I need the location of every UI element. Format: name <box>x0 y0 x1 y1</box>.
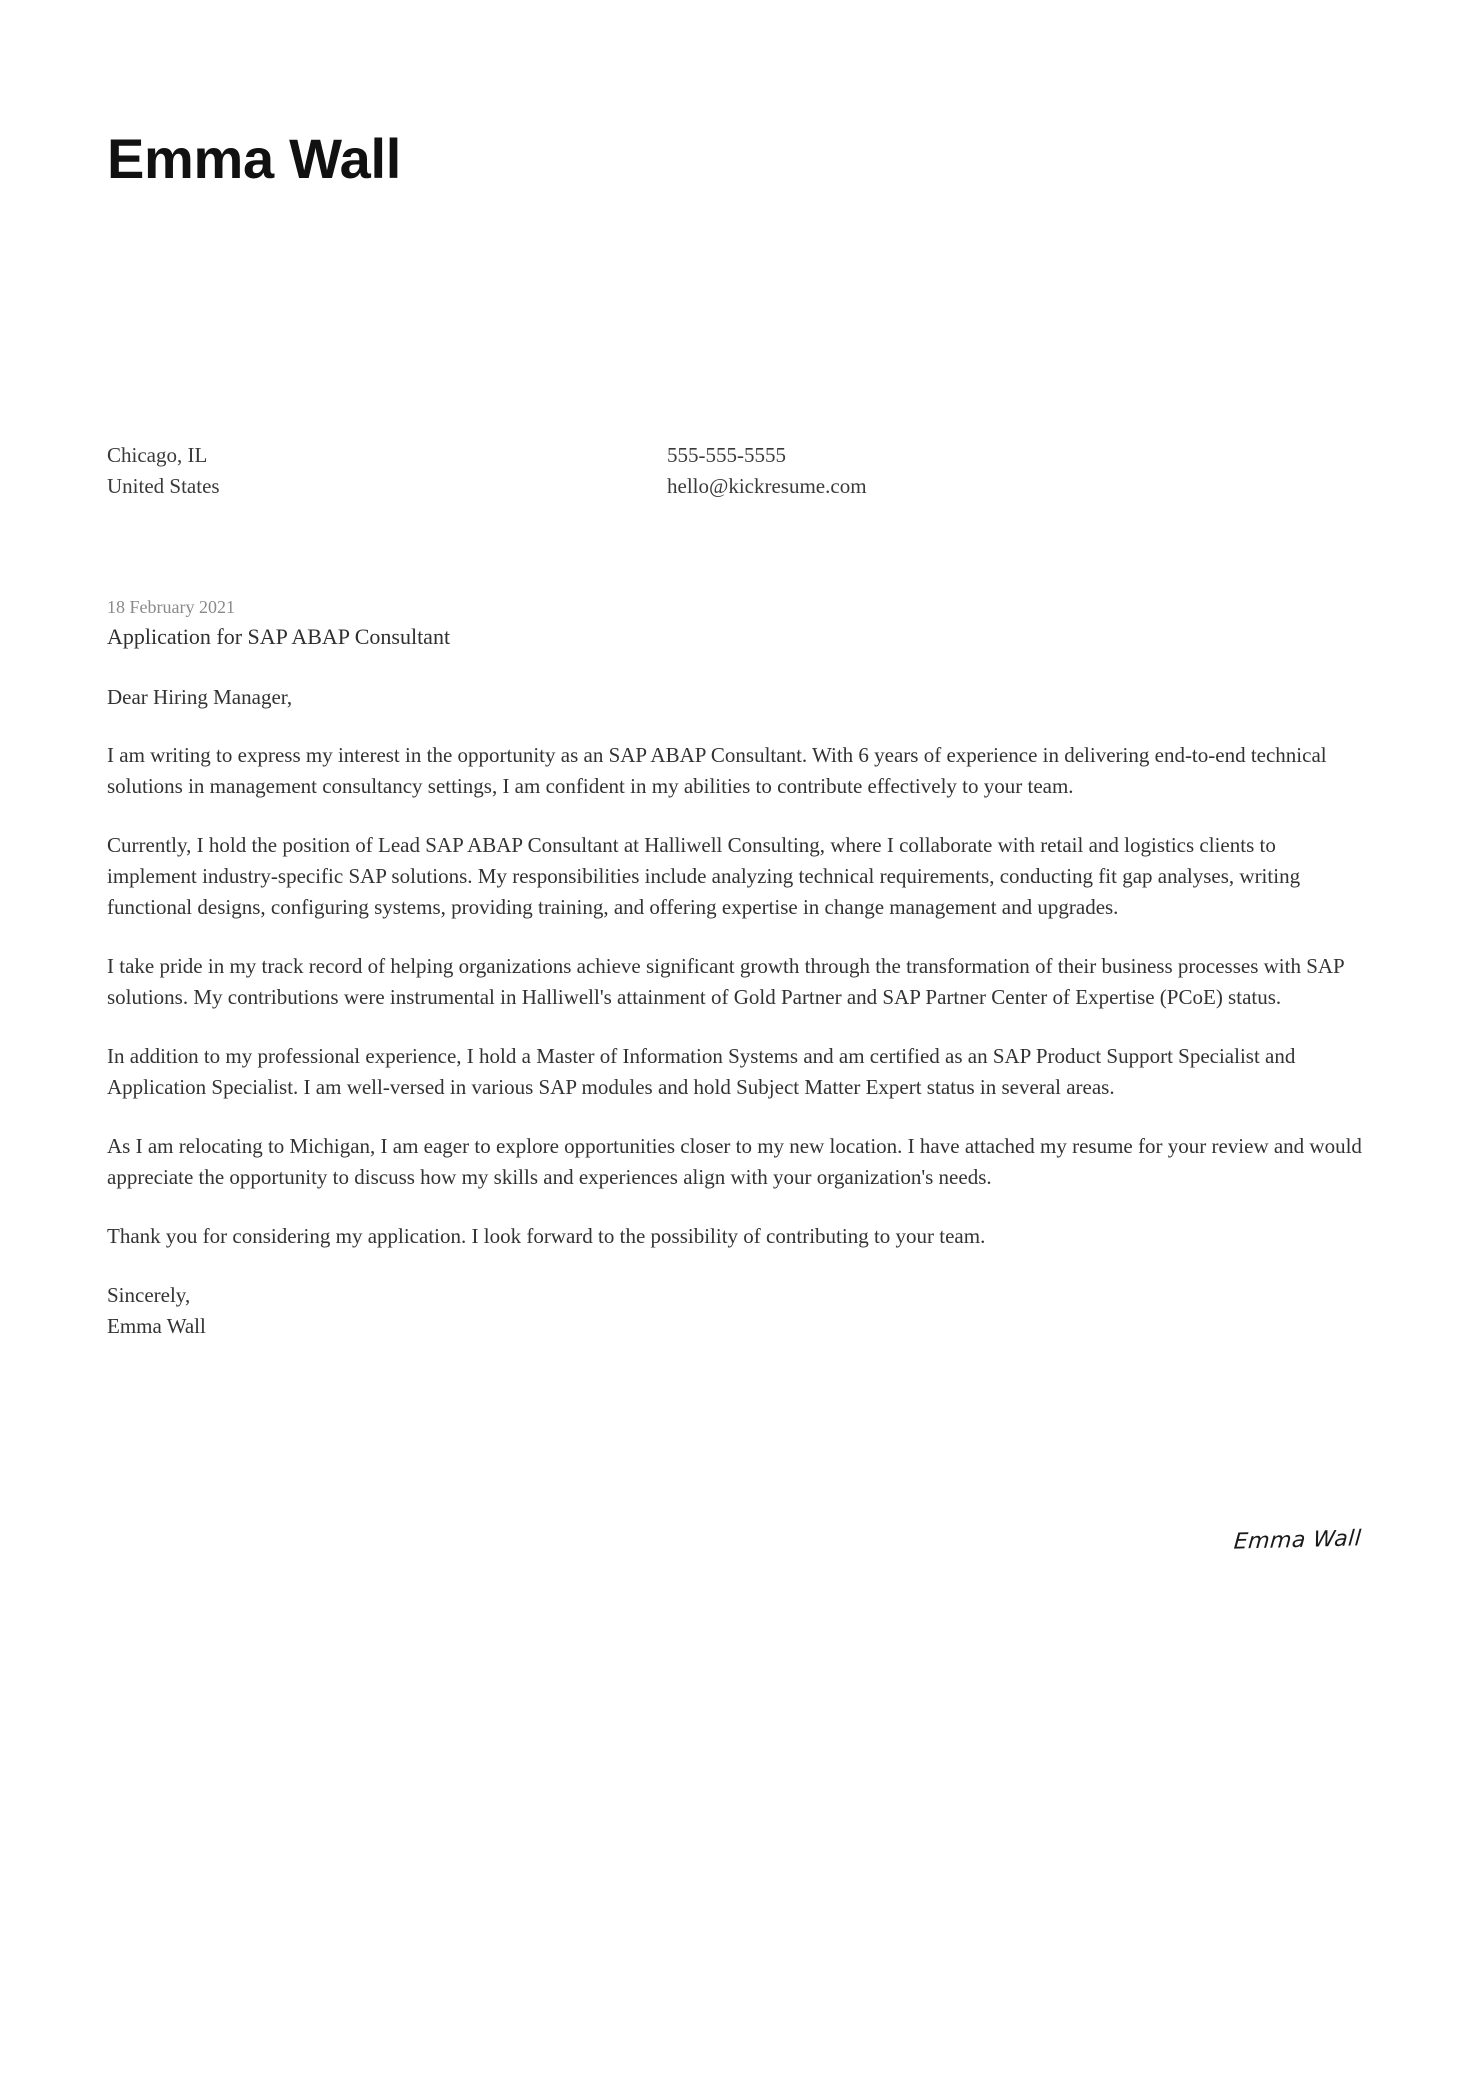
contact-city-state: Chicago, IL <box>107 443 208 467</box>
letter-paragraph: Currently, I hold the position of Lead SAP ABAP Consultant at Halliwell Consulting, where I collaborate with retail and logistics clients to implement industry-specific SAP solutions. My responsibilities include analyzing technical requirements, conducting fit gap analyses, writing functional designs, configuring systems, providing training, and offering expertise in change management and upgrades. <box>107 833 1301 919</box>
letter-subject: Application for SAP ABAP Consultant <box>107 624 451 649</box>
closing-name: Emma Wall <box>107 1314 206 1338</box>
contact-column-left <box>107 440 667 502</box>
letter-salutation: Dear Hiring Manager, <box>107 685 293 709</box>
contact-email[interactable]: hello@kickresume.com <box>667 474 867 498</box>
contact-country: United States <box>107 474 220 498</box>
contact-block <box>107 440 1361 502</box>
handwritten-signature: Emma Wall <box>1232 1526 1363 1555</box>
letter-date: 18 February 2021 <box>107 597 235 617</box>
page-title: Emma Wall <box>107 127 401 190</box>
contact-column-right <box>667 440 1267 502</box>
contact-phone[interactable]: 555-555-5555 <box>667 443 786 467</box>
letter-paragraph: I take pride in my track record of helping organizations achieve significant growth through the transformation of their business processes with SAP solutions. My contributions were instrumental in Halliwell's attainment of Gold Partner and SAP Partner Center of Expertise (PCoE) status. <box>107 954 1344 1009</box>
letter-closing <box>107 1280 1363 1342</box>
letter-body <box>107 594 1363 1342</box>
closing-salutation: Sincerely, <box>107 1283 191 1307</box>
letter-paragraph: I am writing to express my interest in the opportunity as an SAP ABAP Consultant. With 6 years of experience in delivering end-to-end technical solutions in management consultancy settings, I am confident in my abilities to contribute effectively to your team. <box>107 743 1327 798</box>
letter-paragraph: As I am relocating to Michigan, I am eager to explore opportunities closer to my new location. I have attached my resume for your review and would appreciate the opportunity to discuss how my skills and experiences align with your organization's needs. <box>107 1134 1362 1189</box>
letter-paragraph: In addition to my professional experience, I hold a Master of Information Systems and am certified as an SAP Product Support Specialist and Application Specialist. I am well-versed in various SAP modules and hold Subject Matter Expert status in several areas. <box>107 1044 1296 1099</box>
letter-paragraph: Thank you for considering my application. I look forward to the possibility of contributing to your team. <box>107 1224 986 1248</box>
